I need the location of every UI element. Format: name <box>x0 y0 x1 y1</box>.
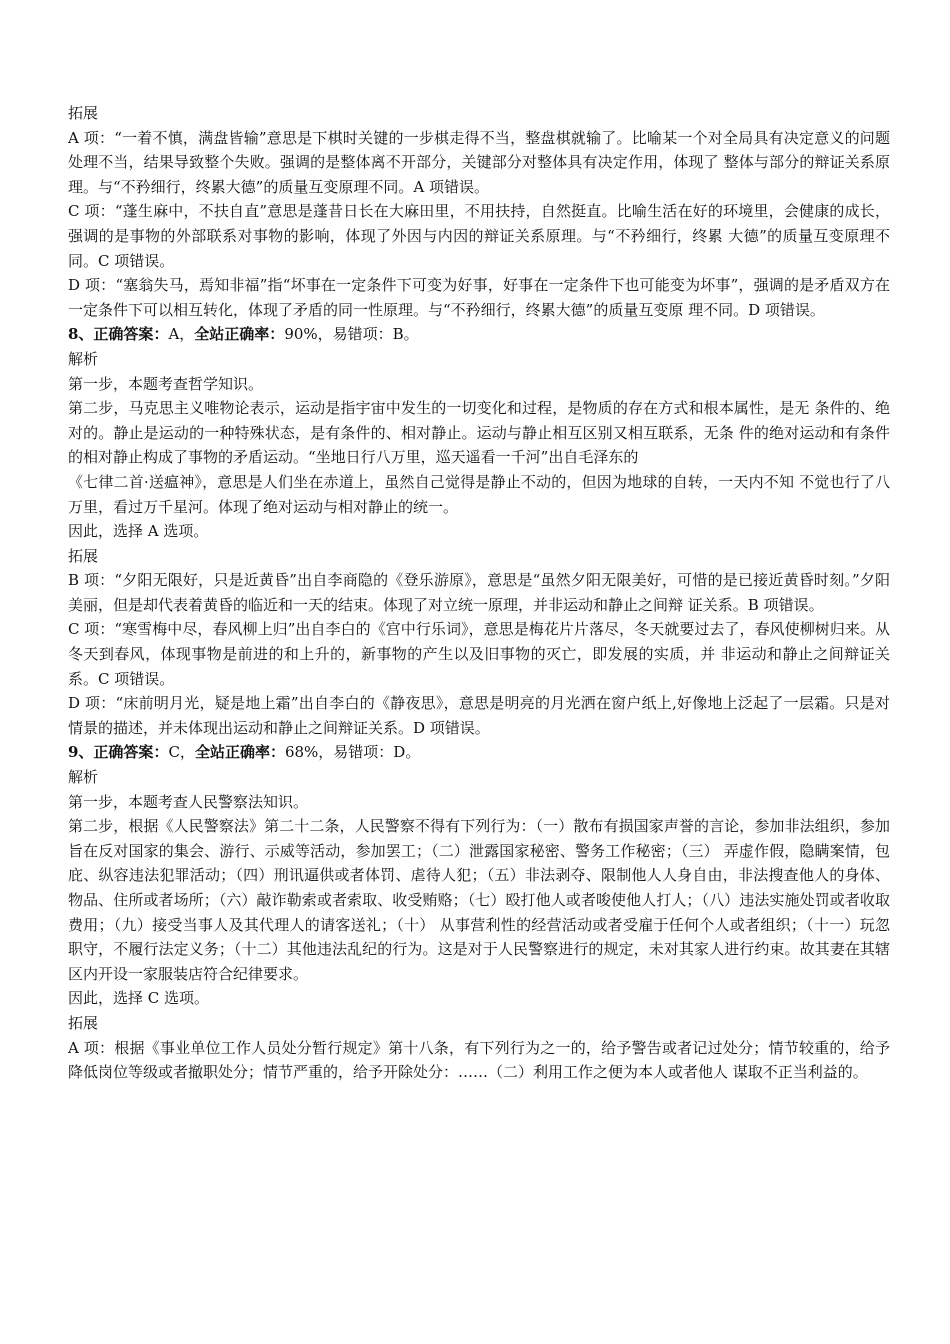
paragraph-option-c: C 项：“寒雪梅中尽，春风柳上归”出自李白的《宫中行乐词》，意思是梅花片片落尽，冬天就要过去了，春风使柳树归来。从冬天到春风，体现事物是前进的和上升的，新事物的产生以及旧事物的灭亡，即发展的实质，并 非运动和静止之间辩证关系。C 项错误。 <box>68 620 890 688</box>
paragraph-option-a: A 项：根据《事业单位工作人员处分暂行规定》第十八条，有下列行为之一的，给予警告或者记过处分；情节较重的，给予降低岗位等级或者撤职处分；情节严重的，给予开除处分：……（二）利用工作之便为本人或者他人 谋取不正当利益的。 <box>68 1038 890 1082</box>
step-two: 第二步，马克思主义唯物论表示，运动是指宇宙中发生的一切变化和过程，是物质的存在方式和根本属性，是无 条件的、绝对的。静止是运动的一种特殊状态，是有条件的、相对静止。运动与静止相互区别又相互联系，无条 件的绝对运动和有条件的相对静止构成了事物的矛盾运动。“坐地日行八万里，巡天遥看一千河”出自毛泽东的 <box>68 399 890 467</box>
rate-value: 68%，易错项：D。 <box>284 743 421 762</box>
step-one: 第一步，本题考查哲学知识。 <box>68 374 264 393</box>
extension-heading: 拓展 <box>68 546 99 565</box>
paragraph-option-d: D 项：“床前明月光，疑是地上霜”出自李白的《静夜思》，意思是明亮的月光洒在窗户纸上,好像地上泛起了一层霜。只是对情景的描述，并未体现出运动和静止之间辩证关系。D 项错误。 <box>68 694 890 737</box>
document-page <box>68 101 890 1085</box>
step-one: 第一步，本题考查人民警察法知识。 <box>68 792 309 811</box>
analysis-heading: 解析 <box>68 349 99 368</box>
extension-heading: 拓展 <box>68 104 99 122</box>
paragraph-option-a: A 项：“一着不慎，满盘皆输”意思是下棋时关键的一步棋走得不当，整盘棋就输了。比喻某一个对全局具有决定意义的问题处理不当，结果导致整个失败。强调的是整体离不开部分，关键部分对整体具有决定作用，体现了 整体与部分的辩证关系原理。与“不矜细行，终累大德”的质量互变原理不同。A 项错误。 <box>68 128 890 196</box>
question-9-answer <box>68 740 890 765</box>
step-two-continued: 《七律二首·送瘟神》，意思是人们坐在赤道上，虽然自己觉得是静止不动的，但因为地球的自转，一天内不知 不觉也行了八万里，看过万千星河。体现了绝对运动与相对静止的统一。 <box>68 472 890 516</box>
answer-label: 8、正确答案： <box>68 325 169 344</box>
question-8-answer <box>68 322 890 347</box>
rate-label: 全站正确率： <box>194 325 285 344</box>
paragraph-option-d: D 项：“塞翁失马，焉知非福”指“坏事在一定条件下可变为好事，好事在一定条件下也可能变为坏事”，强调的是矛盾双方在一定条件下可以相互转化，体现了矛盾的同一性原理。与“不矜细行，终累大德”的质量互变原 理不同。D 项错误。 <box>68 276 890 319</box>
conclusion: 因此，选择 C 选项。 <box>68 989 210 1008</box>
analysis-heading: 解析 <box>68 768 99 787</box>
extension-heading: 拓展 <box>68 1013 99 1032</box>
conclusion: 因此，选择 A 选项。 <box>68 522 209 541</box>
paragraph-option-b: B 项：“夕阳无限好，只是近黄昏”出自李商隐的《登乐游原》，意思是“虽然夕阳无限美好，可惜的是已接近黄昏时刻。”夕阳美丽，但是却代表着黄昏的临近和一天的结束。体现了对立统一原理，并非运动和静止之间辩 证关系。B 项错误。 <box>68 571 890 614</box>
step-two: 第二步，根据《人民警察法》第二十二条，人民警察不得有下列行为：（一）散布有损国家声誉的言论，参加非法组织，参加旨在反对国家的集会、游行、示威等活动，参加罢工；（二）泄露国家秘密、警务工作秘密；（三） 弄虚作假，隐瞒案情，包庇、纵容违法犯罪活动；（四）刑讯逼供或者体罚、虐待人犯；（五）非法剥夺、限制他人人身自由，非法搜查他人的身体、物品、住所或者场所；（六）敲诈勒索或者索取、收受贿赂；（七）殴打他人或者唆使他人打人；（八）违法实施处罚或者收取费用；（九）接受当事人及其代理人的请客送礼；（十） 从事营利性的经营活动或者受雇于任何个人或者组织；（十一）玩忽职守，不履行法定义务；（十二）其他违法乱纪的行为。这是对于人民警察进行的规定，未对其家人进行约束。故其妻在其辖区内开设一家服装店符合纪律要求。 <box>68 817 890 983</box>
rate-label: 全站正确率： <box>194 743 285 762</box>
answer-value: C， <box>168 743 195 762</box>
answer-label: 9、正确答案： <box>68 743 169 762</box>
paragraph-option-c: C 项：“蓬生麻中，不扶自直”意思是蓬昔日长在大麻田里，不用扶持，自然挺直。比喻生活在好的环境里，会健康的成长，强调的是事物的外部联系对事物的影响，体现了外因与内因的辩证关系原理。与“不矜细行，终累 大德”的质量互变原理不同。C 项错误。 <box>68 202 890 270</box>
rate-value: 90%，易错项：B。 <box>284 325 419 344</box>
answer-value: A， <box>168 325 195 344</box>
